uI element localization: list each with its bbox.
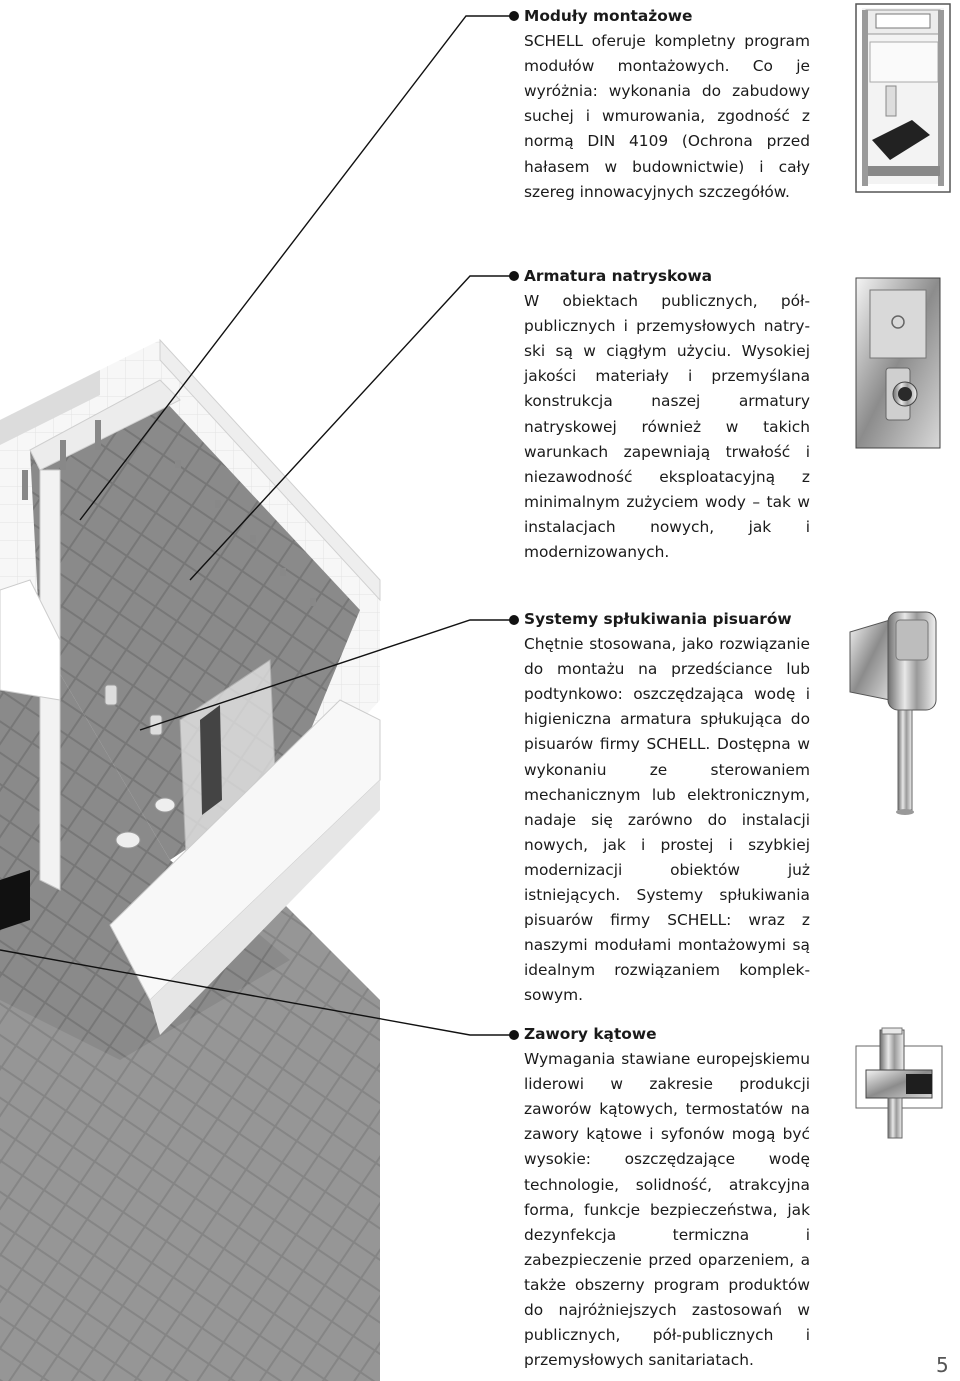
section-title: Moduły montażowe (524, 7, 693, 25)
mounting-frame-image (856, 4, 950, 192)
section-body: SCHELL oferuje kompletny program modułów montażowych. Co je wyróżnia: wykonania do zabudowy suchej i wmurowania, zgodność z normą DIN 4109 (Ochrona przed hałasem w budownictwie) i cały szereg innowacyjnych szczegółów. (524, 32, 810, 201)
section-urinal-flush-systems (524, 607, 810, 1009)
leader-dots (509, 11, 519, 1040)
page-number: 5 (936, 1353, 949, 1377)
section-body: Wymagania stawiane europejskiemu liderowi w zakresie produkcji zaworów kątowych, termostatów na zawory kątowe i syfonów mogą być wysokie: oszczędzające wodę technologie, solidność, atrakcyjna forma, funkcje bezpieczeństwa, jak dezynfekcja termiczna i zabezpieczenie przed oparzeniem, a także obszerny program produktów do najróżniejszych zastosowań w publicznych, pół-publicznych i przemysłowych sanitariatach. (524, 1050, 810, 1370)
washroom-cutaway-illustration (0, 340, 380, 1381)
section-title: Systemy spłukiwania pisuarów (524, 610, 792, 628)
section-body: W obiektach publicznych, półpublicznych i przemysłowych natryski są w ciągłym użyciu. Wysokiej jakości materiały i przemyślana konstrukcja naszej armatury natryskowej również w takich warunkach zapewniają trwałość i niezawodność eksploatacyjną z minimalnym zużyciem wody – tak w instalacjach nowych, jak i modernizowanych. (524, 292, 810, 562)
urinal-flush-valve-image (850, 612, 936, 815)
shower-panel-image (856, 278, 940, 448)
section-body: Chętnie stosowana, jako rozwiązanie do montażu na przedściance lub podtynkowo: oszczędzająca wodę i higieniczna armatura spłukująca do pisuarów firmy SCHELL. Dostępna w wykonaniu ze sterowaniem mechanicznym lub elektronicznym, nadaje się zarówno do instalacji nowych, jak i prostej i szybkiej modernizacji obiektów już istniejących. Systemy spłukiwania pisuarów firmy SCHELL: wraz z naszymi modułami montażowymi są idealnym rozwiązaniem kompleksowym. (524, 635, 810, 1005)
section-shower-fittings (524, 264, 810, 565)
section-angle-valves (524, 1022, 810, 1373)
section-title: Zawory kątowe (524, 1025, 657, 1043)
section-mounting-modules (524, 4, 810, 205)
section-title: Armatura natryskowa (524, 267, 713, 285)
angle-valve-image (856, 1028, 942, 1138)
